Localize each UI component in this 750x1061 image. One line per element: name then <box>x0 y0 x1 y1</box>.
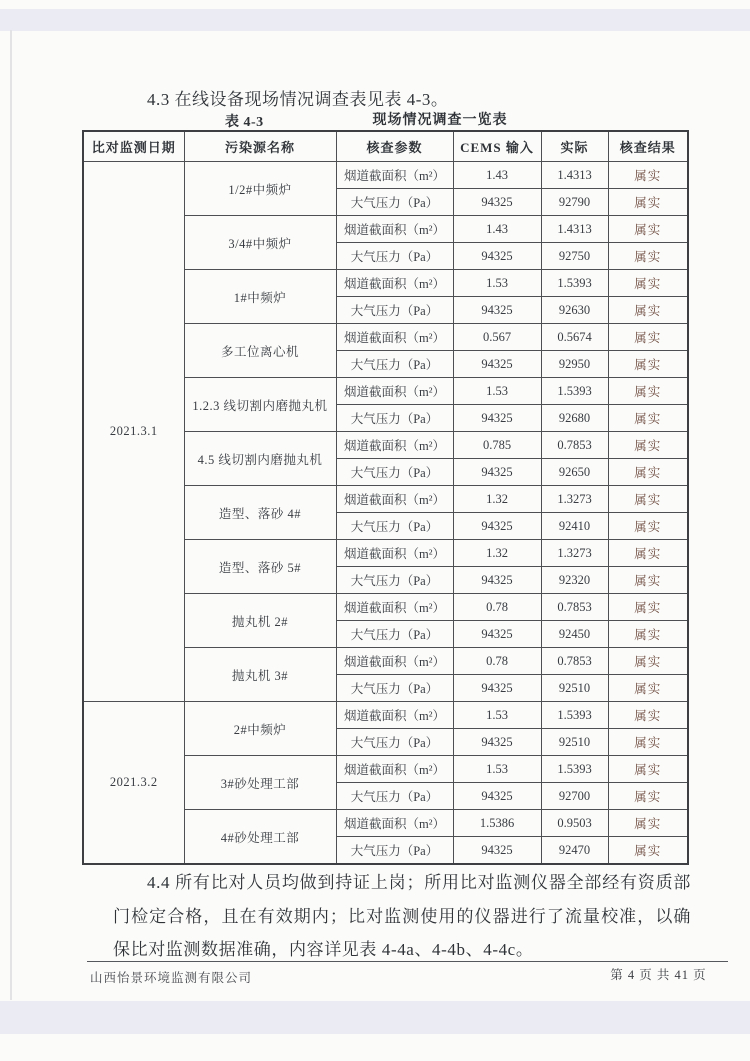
result-cell: 属实 <box>608 297 688 324</box>
source-cell: 2#中频炉 <box>184 702 336 756</box>
actual-cell: 92320 <box>541 567 608 594</box>
source-cell: 4.5 线切割内磨抛丸机 <box>184 432 336 486</box>
actual-cell: 1.5393 <box>541 270 608 297</box>
cems-cell: 94325 <box>453 567 541 594</box>
header-result: 核查结果 <box>608 131 688 162</box>
param-cell: 大气压力（Pa） <box>336 297 453 324</box>
cems-cell: 1.53 <box>453 702 541 729</box>
param-cell: 大气压力（Pa） <box>336 513 453 540</box>
result-cell: 属实 <box>608 270 688 297</box>
result-cell: 属实 <box>608 567 688 594</box>
cems-cell: 1.43 <box>453 216 541 243</box>
cems-cell: 94325 <box>453 513 541 540</box>
actual-cell: 0.7853 <box>541 594 608 621</box>
table-caption-label: 表 4-3 <box>225 115 264 130</box>
result-cell: 属实 <box>608 378 688 405</box>
result-cell: 属实 <box>608 594 688 621</box>
param-cell: 烟道截面积（m²） <box>336 756 453 783</box>
actual-cell: 92470 <box>541 837 608 865</box>
result-cell: 属实 <box>608 837 688 865</box>
result-cell: 属实 <box>608 486 688 513</box>
param-cell: 大气压力（Pa） <box>336 243 453 270</box>
cems-cell: 1.32 <box>453 486 541 513</box>
param-cell: 大气压力（Pa） <box>336 189 453 216</box>
result-cell: 属实 <box>608 162 688 189</box>
actual-cell: 92750 <box>541 243 608 270</box>
actual-cell: 0.5674 <box>541 324 608 351</box>
param-cell: 烟道截面积（m²） <box>336 810 453 837</box>
actual-cell: 1.5393 <box>541 702 608 729</box>
footer-rule <box>87 961 728 962</box>
cems-cell: 1.53 <box>453 378 541 405</box>
cems-cell: 1.43 <box>453 162 541 189</box>
actual-cell: 92510 <box>541 675 608 702</box>
cems-cell: 94325 <box>453 621 541 648</box>
source-cell: 造型、落砂 4# <box>184 486 336 540</box>
result-cell: 属实 <box>608 621 688 648</box>
param-cell: 大气压力（Pa） <box>336 459 453 486</box>
result-cell: 属实 <box>608 540 688 567</box>
cems-cell: 94325 <box>453 405 541 432</box>
actual-cell: 0.7853 <box>541 648 608 675</box>
result-cell: 属实 <box>608 648 688 675</box>
cems-cell: 1.5386 <box>453 810 541 837</box>
table-row <box>83 162 688 189</box>
result-cell: 属实 <box>608 324 688 351</box>
header-cems-input: CEMS 输入 <box>453 131 541 162</box>
param-cell: 烟道截面积（m²） <box>336 270 453 297</box>
source-cell: 3/4#中频炉 <box>184 216 336 270</box>
result-cell: 属实 <box>608 756 688 783</box>
footer-page-number: 第 4 页 共 41 页 <box>610 968 707 982</box>
param-cell: 烟道截面积（m²） <box>336 378 453 405</box>
actual-cell: 1.5393 <box>541 378 608 405</box>
cems-cell: 0.78 <box>453 594 541 621</box>
actual-cell: 1.3273 <box>541 486 608 513</box>
cems-cell: 94325 <box>453 297 541 324</box>
result-cell: 属实 <box>608 810 688 837</box>
cems-cell: 94325 <box>453 837 541 865</box>
header-actual: 实际 <box>541 131 608 162</box>
site-survey-table <box>82 130 689 865</box>
param-cell: 大气压力（Pa） <box>336 621 453 648</box>
scan-shadow-band-top <box>0 9 750 31</box>
param-cell: 烟道截面积（m²） <box>336 702 453 729</box>
result-cell: 属实 <box>608 243 688 270</box>
table-header-row <box>83 131 688 162</box>
param-cell: 烟道截面积（m²） <box>336 648 453 675</box>
param-cell: 烟道截面积（m²） <box>336 216 453 243</box>
source-cell: 抛丸机 2# <box>184 594 336 648</box>
table-caption-title: 现场情况调查一览表 <box>372 113 508 128</box>
cems-cell: 94325 <box>453 189 541 216</box>
param-cell: 大气压力（Pa） <box>336 567 453 594</box>
source-cell: 1.2.3 线切割内磨抛丸机 <box>184 378 336 432</box>
cems-cell: 0.785 <box>453 432 541 459</box>
result-cell: 属实 <box>608 729 688 756</box>
cems-cell: 0.567 <box>453 324 541 351</box>
scan-shadow-band-bottom <box>0 1001 750 1034</box>
cems-cell: 94325 <box>453 783 541 810</box>
cems-cell: 1.53 <box>453 270 541 297</box>
actual-cell: 1.3273 <box>541 540 608 567</box>
actual-cell: 92700 <box>541 783 608 810</box>
header-param: 核查参数 <box>336 131 453 162</box>
footer-company-name: 山西怡景环境监测有限公司 <box>90 971 253 985</box>
scan-left-edge <box>10 30 12 1000</box>
result-cell: 属实 <box>608 216 688 243</box>
param-cell: 大气压力（Pa） <box>336 729 453 756</box>
actual-cell: 92650 <box>541 459 608 486</box>
paragraph-4-4: 4.4 所有比对人员均做到持证上岗；所用比对监测仪器全部经有资质部门检定合格，且在有效期内；比对监测使用的仪器进行了流量校准，以确保比对监测数据准确，内容详见表 4-4a、4-4b、4-4c。 <box>113 873 691 959</box>
result-cell: 属实 <box>608 432 688 459</box>
result-cell: 属实 <box>608 675 688 702</box>
param-cell: 烟道截面积（m²） <box>336 486 453 513</box>
header-source: 污染源名称 <box>184 131 336 162</box>
param-cell: 烟道截面积（m²） <box>336 162 453 189</box>
actual-cell: 92790 <box>541 189 608 216</box>
cems-cell: 94325 <box>453 459 541 486</box>
result-cell: 属实 <box>608 513 688 540</box>
source-cell: 1/2#中频炉 <box>184 162 336 216</box>
actual-cell: 92410 <box>541 513 608 540</box>
source-cell: 4#砂处理工部 <box>184 810 336 865</box>
actual-cell: 92450 <box>541 621 608 648</box>
source-cell: 造型、落砂 5# <box>184 540 336 594</box>
actual-cell: 92510 <box>541 729 608 756</box>
date-cell: 2021.3.2 <box>83 702 184 865</box>
param-cell: 烟道截面积（m²） <box>336 540 453 567</box>
cems-cell: 1.32 <box>453 540 541 567</box>
result-cell: 属实 <box>608 405 688 432</box>
result-cell: 属实 <box>608 459 688 486</box>
source-cell: 3#砂处理工部 <box>184 756 336 810</box>
header-date: 比对监测日期 <box>83 131 184 162</box>
result-cell: 属实 <box>608 702 688 729</box>
source-cell: 多工位离心机 <box>184 324 336 378</box>
source-cell: 1#中频炉 <box>184 270 336 324</box>
table-row <box>83 702 688 729</box>
actual-cell: 0.9503 <box>541 810 608 837</box>
actual-cell: 0.7853 <box>541 432 608 459</box>
param-cell: 大气压力（Pa） <box>336 783 453 810</box>
actual-cell: 92630 <box>541 297 608 324</box>
actual-cell: 1.4313 <box>541 216 608 243</box>
result-cell: 属实 <box>608 189 688 216</box>
actual-cell: 92950 <box>541 351 608 378</box>
cems-cell: 94325 <box>453 729 541 756</box>
date-cell: 2021.3.1 <box>83 162 184 702</box>
source-cell: 抛丸机 3# <box>184 648 336 702</box>
table-body <box>83 162 688 865</box>
param-cell: 大气压力（Pa） <box>336 675 453 702</box>
result-cell: 属实 <box>608 783 688 810</box>
cems-cell: 1.53 <box>453 756 541 783</box>
actual-cell: 1.4313 <box>541 162 608 189</box>
cems-cell: 94325 <box>453 675 541 702</box>
param-cell: 烟道截面积（m²） <box>336 432 453 459</box>
param-cell: 大气压力（Pa） <box>336 405 453 432</box>
cems-cell: 94325 <box>453 243 541 270</box>
cems-cell: 94325 <box>453 351 541 378</box>
actual-cell: 92680 <box>541 405 608 432</box>
param-cell: 大气压力（Pa） <box>336 351 453 378</box>
actual-cell: 1.5393 <box>541 756 608 783</box>
param-cell: 烟道截面积（m²） <box>336 324 453 351</box>
result-cell: 属实 <box>608 351 688 378</box>
section-heading-4-3: 4.3 在线设备现场情况调查表见表 4-3。 <box>147 90 449 109</box>
param-cell: 大气压力（Pa） <box>336 837 453 865</box>
param-cell: 烟道截面积（m²） <box>336 594 453 621</box>
cems-cell: 0.78 <box>453 648 541 675</box>
